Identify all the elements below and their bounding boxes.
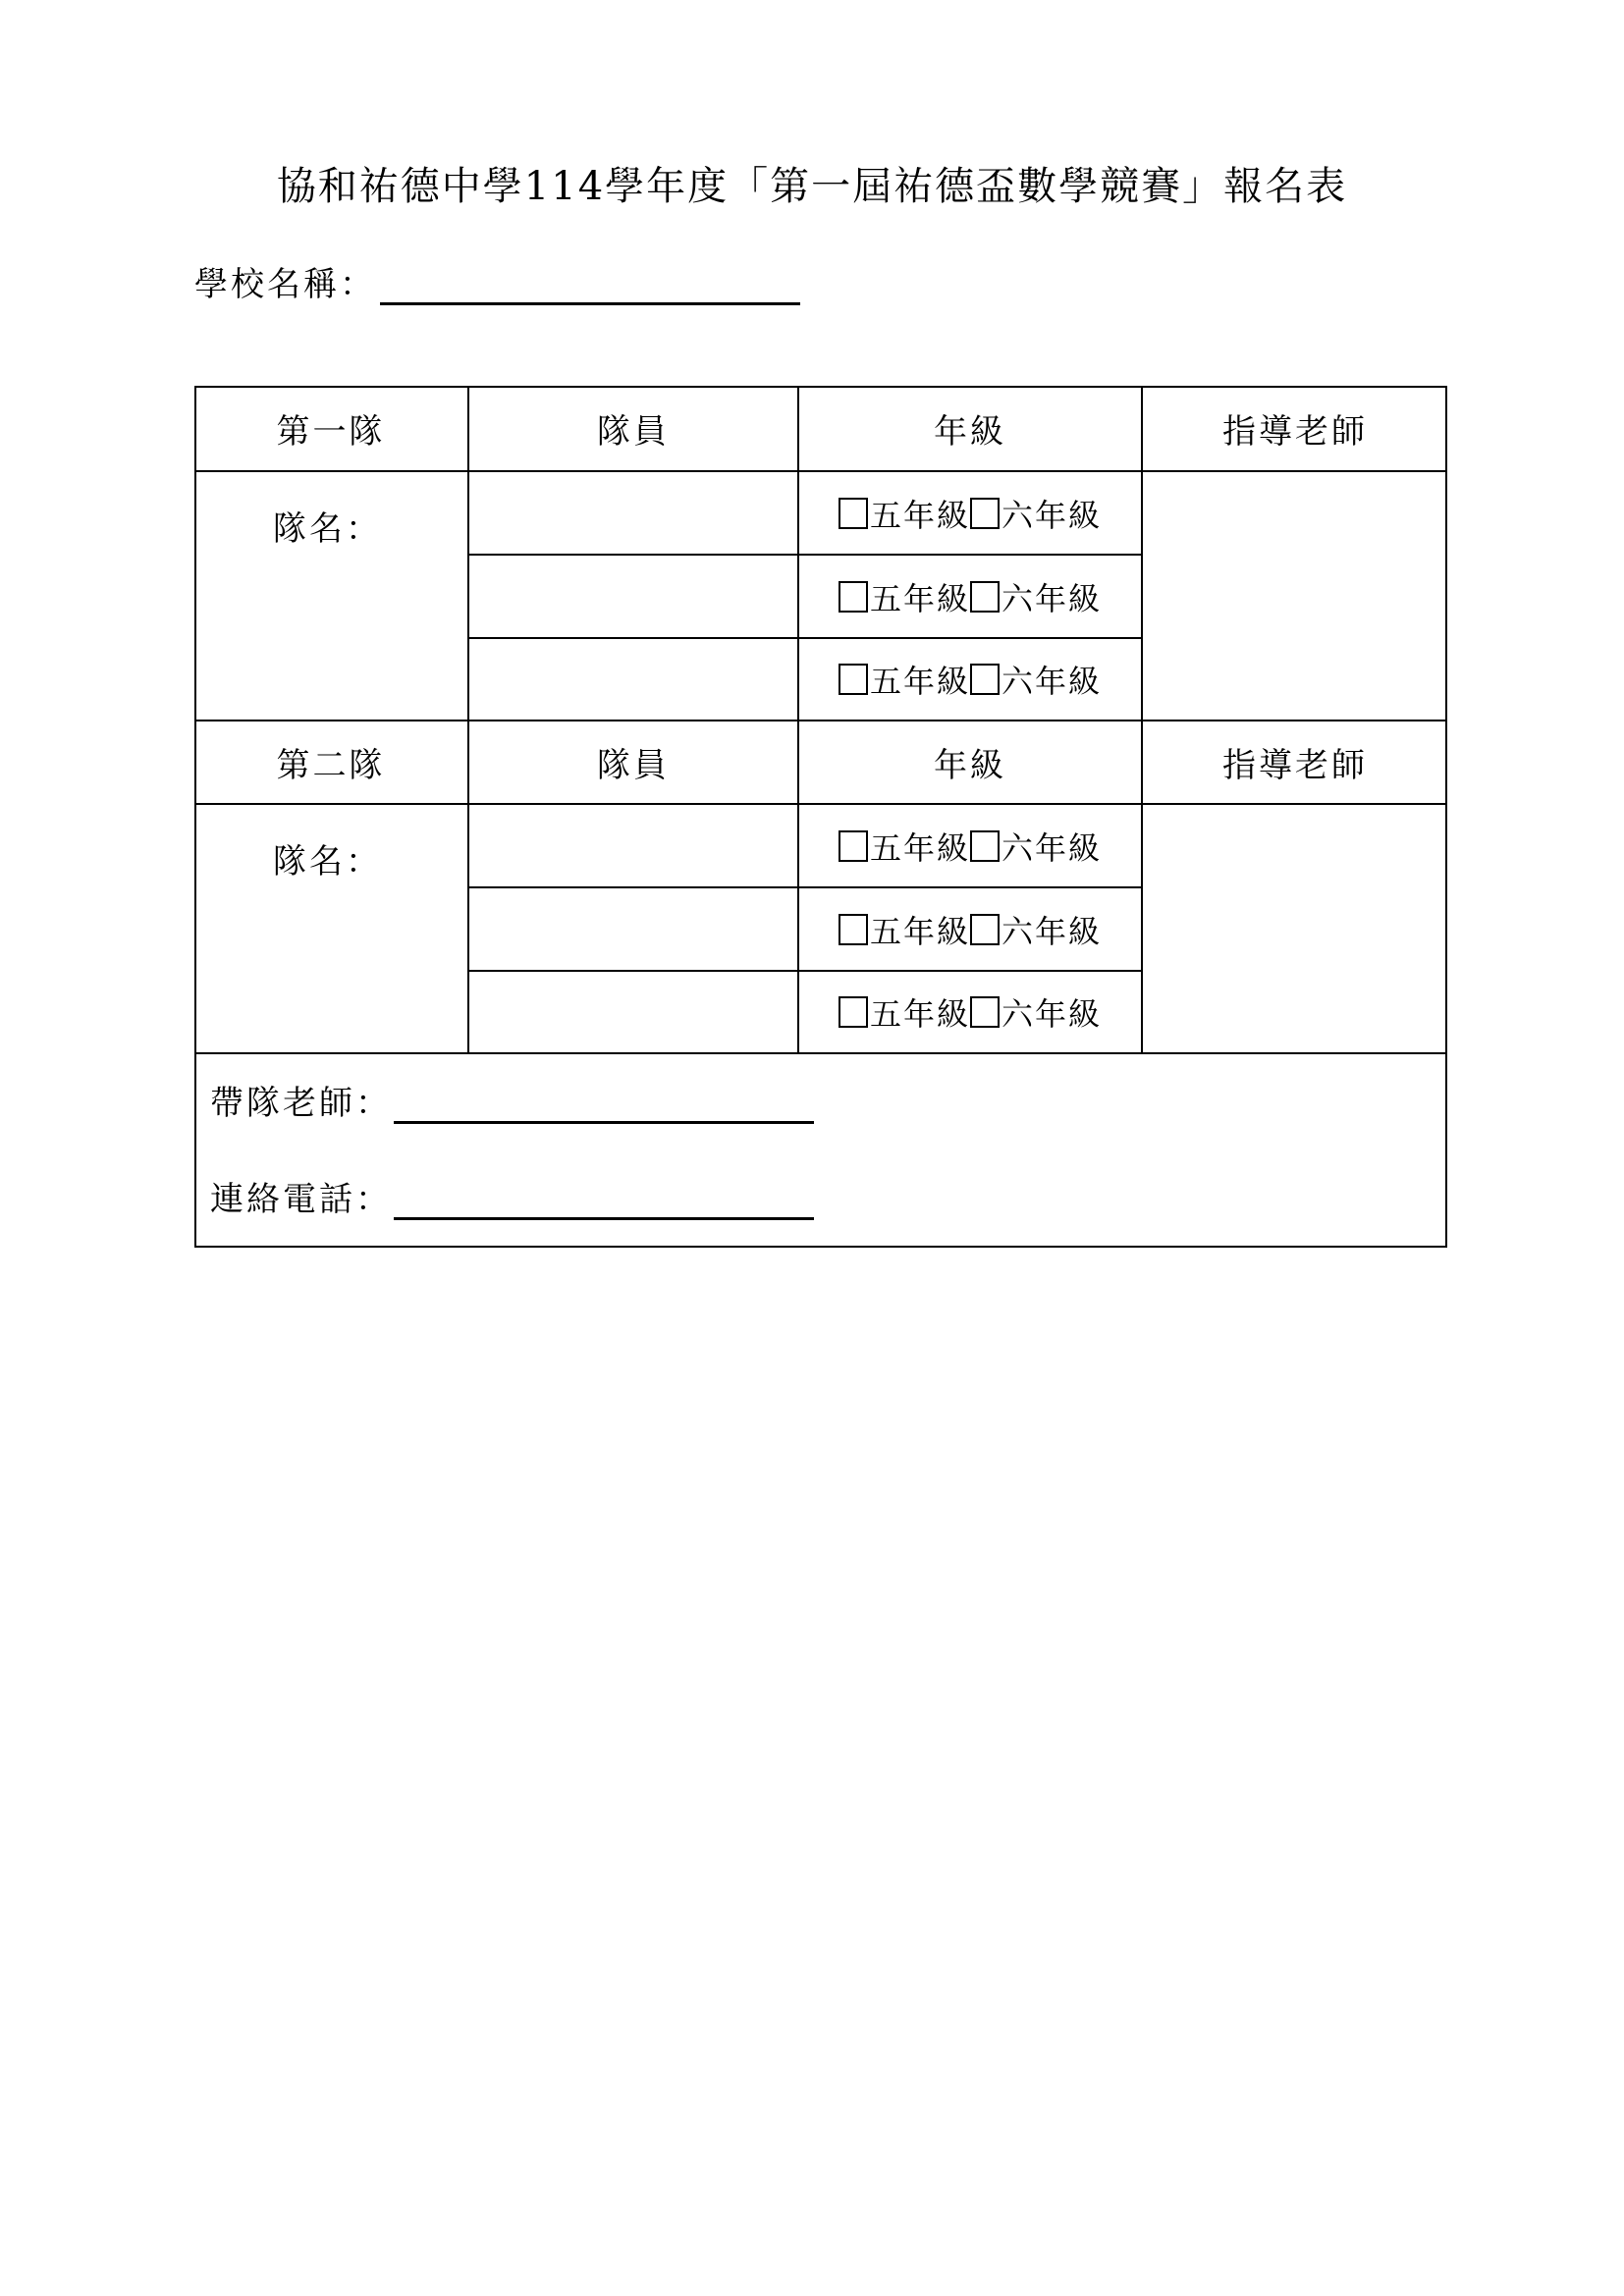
grade-6-label: 六年級 (1001, 663, 1103, 700)
grade-5-checkbox[interactable] (839, 581, 868, 613)
team-2-advisor-header: 指導老師 (1141, 720, 1447, 803)
grade-5-checkbox[interactable] (839, 498, 868, 529)
team-2-advisor-field[interactable] (1141, 803, 1447, 1052)
grade-6-label: 六年級 (1001, 579, 1103, 617)
leader-line (210, 1076, 814, 1124)
team-2-grade-header: 年級 (797, 720, 1141, 803)
team-1-name-cell[interactable] (194, 470, 467, 720)
team-1-member-2-field[interactable] (467, 554, 797, 637)
grade-6-checkbox[interactable] (970, 996, 1000, 1028)
leader-label: 帶隊老師： (210, 1084, 392, 1123)
team-2-label: 第二隊 (194, 720, 467, 803)
team-2-member-3-grade (797, 970, 1141, 1052)
grade-5-label: 五年級 (869, 579, 970, 617)
grade-5-label: 五年級 (869, 496, 970, 534)
leader-field[interactable] (394, 1082, 814, 1124)
team-1-label: 第一隊 (276, 411, 386, 452)
team-1-name-label: 隊名： (273, 509, 382, 549)
team-1-member-1-grade (797, 470, 1141, 554)
grade-6-checkbox[interactable] (970, 830, 1000, 862)
team-1-advisor-field[interactable] (1141, 470, 1447, 720)
team-1-member-2-grade (797, 554, 1141, 637)
grade-6-checkbox[interactable] (970, 914, 1000, 945)
team-2-member-2-field[interactable] (467, 886, 797, 970)
school-name-line (194, 257, 800, 305)
grade-5-label: 五年級 (869, 663, 970, 700)
team-2-member-2-grade (797, 886, 1141, 970)
team-2-member-1-field[interactable] (467, 803, 797, 886)
grade-6-label: 六年級 (1001, 496, 1103, 534)
team-1-member-header: 隊員 (467, 386, 797, 470)
school-name-label: 學校名稱： (194, 265, 376, 304)
school-name-field[interactable] (380, 263, 800, 305)
team-2-member-header: 隊員 (467, 720, 797, 803)
registration-table (194, 386, 1447, 1248)
grade-6-label: 六年級 (1001, 912, 1103, 950)
grade-5-label: 五年級 (869, 995, 970, 1033)
grade-5-checkbox[interactable] (839, 914, 868, 945)
team-2-name-cell[interactable] (194, 803, 467, 1052)
contact-block (194, 1052, 1447, 1248)
team-1-member-1-field[interactable] (467, 470, 797, 554)
form-title: 協和祐德中學114學年度「第一屆祐德盃數學競賽」報名表 (276, 164, 1348, 209)
team-2-name-label: 隊名： (273, 842, 382, 881)
grade-6-label: 六年級 (1001, 828, 1103, 867)
phone-line (210, 1172, 814, 1220)
grade-5-checkbox[interactable] (839, 830, 868, 862)
grade-5-label: 五年級 (869, 828, 970, 867)
phone-field[interactable] (394, 1178, 814, 1220)
grade-5-label: 五年級 (869, 912, 970, 950)
grade-5-checkbox[interactable] (839, 664, 868, 695)
team-1-member-3-grade (797, 637, 1141, 720)
team-1-grade-header: 年級 (797, 386, 1141, 470)
grade-6-checkbox[interactable] (970, 664, 1000, 695)
grade-6-checkbox[interactable] (970, 581, 1000, 613)
team-2-member-1-grade (797, 803, 1141, 886)
team-1-member-3-field[interactable] (467, 637, 797, 720)
team-1-advisor-header: 指導老師 (1141, 386, 1447, 470)
team-2-member-3-field[interactable] (467, 970, 797, 1052)
grade-5-checkbox[interactable] (839, 996, 868, 1028)
phone-label: 連絡電話： (210, 1180, 392, 1219)
grade-6-label: 六年級 (1001, 995, 1103, 1033)
grade-6-checkbox[interactable] (970, 498, 1000, 529)
